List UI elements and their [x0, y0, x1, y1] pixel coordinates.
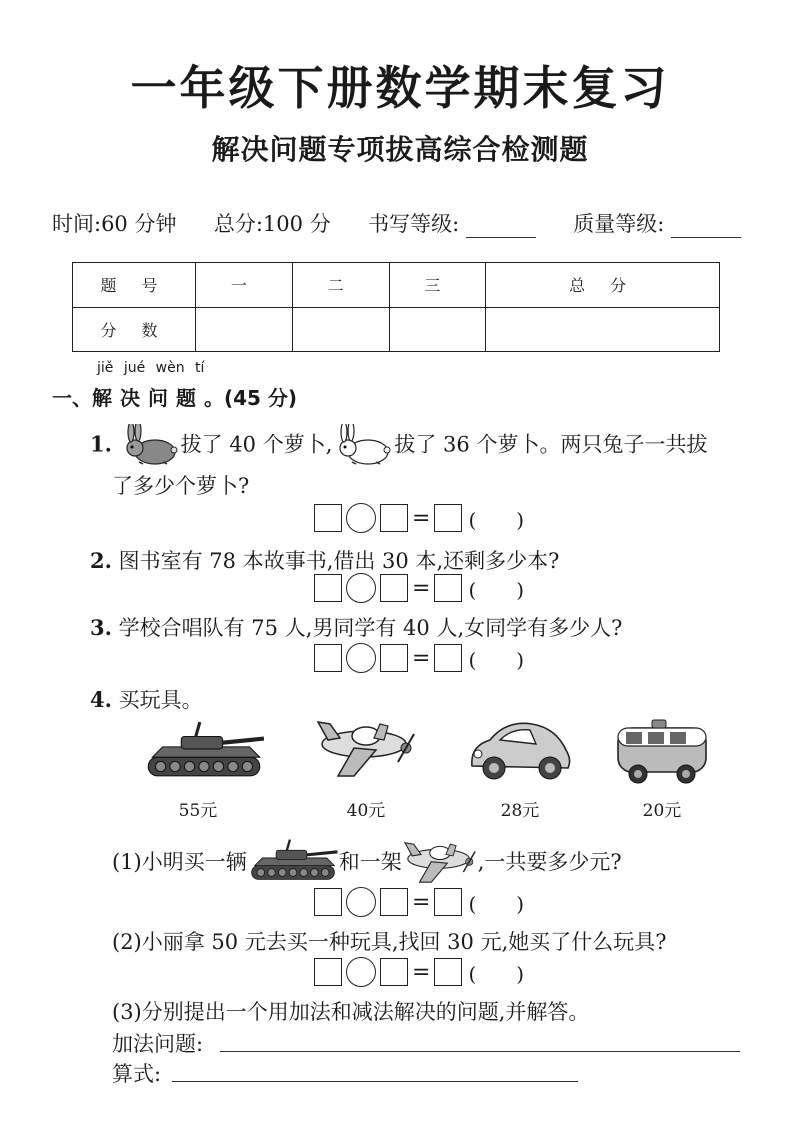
operator-circle[interactable]: [346, 503, 376, 533]
score-header-cell: 总 分: [486, 263, 720, 308]
section-title: 解决问题: [92, 386, 204, 410]
exam-info: [52, 208, 741, 238]
sub-question-3: (3)分别提出一个用加法和减法解决的问题,并解答。: [112, 1000, 590, 1024]
airplane-icon: [314, 712, 418, 782]
score-row-label: 分 数: [73, 307, 196, 352]
answer-box[interactable]: [314, 958, 342, 986]
equals-sign: =: [412, 959, 431, 985]
unit-blank[interactable]: ( ): [468, 577, 525, 602]
equals-sign: =: [412, 889, 431, 915]
equation-row: [314, 572, 524, 604]
formula-label: 算式:: [112, 1062, 162, 1086]
answer-box[interactable]: [434, 958, 462, 986]
operator-circle[interactable]: [346, 957, 376, 987]
score-header-cell: 二: [292, 263, 389, 308]
answer-box[interactable]: [314, 644, 342, 672]
bus-icon: [612, 714, 712, 786]
equation-row: [314, 642, 524, 674]
sub-question-1-text-c: ,一共要多少元?: [477, 850, 622, 874]
equals-sign: =: [412, 645, 431, 671]
equals-sign: =: [412, 575, 431, 601]
score-header-cell: 一: [196, 263, 293, 308]
equation-row: [314, 502, 524, 534]
score-cell[interactable]: [389, 307, 486, 352]
question-1-line-2: 了多少个萝卜?: [112, 474, 250, 498]
toy-price: 20元: [642, 801, 682, 821]
question-1: [90, 424, 707, 468]
time-label: 时间:60 分钟: [52, 212, 177, 236]
page-title: 一年级下册数学期末复习: [130, 61, 670, 115]
quality-grade-blank[interactable]: [671, 213, 741, 238]
answer-box[interactable]: [434, 504, 462, 532]
answer-box[interactable]: [380, 574, 408, 602]
question-2-text: 图书室有 78 本故事书,借出 30 本,还剩多少本?: [118, 549, 560, 573]
answer-box[interactable]: [380, 644, 408, 672]
answer-box[interactable]: [434, 888, 462, 916]
equals-sign: =: [412, 505, 431, 531]
page-subtitle: 解决问题专项拔高综合检测题: [211, 133, 589, 166]
score-header-cell: 三: [389, 263, 486, 308]
sub-question-1-text-b: 和一架: [338, 850, 402, 874]
writing-grade-blank[interactable]: [466, 213, 536, 238]
answer-box[interactable]: [380, 504, 408, 532]
question-2: [90, 545, 559, 575]
score-cell[interactable]: [292, 307, 389, 352]
answer-box[interactable]: [434, 574, 462, 602]
section-heading: [52, 382, 297, 411]
answer-box[interactable]: [380, 958, 408, 986]
sub-question-1-text-a: (1)小明买一辆: [112, 850, 247, 874]
answer-box[interactable]: [314, 888, 342, 916]
airplane-icon: [402, 836, 478, 886]
score-table-score-row: [73, 307, 720, 352]
toy-price: 40元: [346, 801, 386, 821]
writing-grade-label: 书写等级:: [368, 212, 460, 236]
tank-icon: [142, 718, 266, 784]
equation-row: [314, 886, 524, 918]
question-1-text-a: 拔了 40 个萝卜,: [180, 432, 333, 457]
sub-question-2: (2)小丽拿 50 元去买一种玩具,找回 30 元,她买了什么玩具?: [112, 930, 667, 954]
rabbit-icon: [119, 424, 181, 468]
operator-circle[interactable]: [346, 643, 376, 673]
unit-blank[interactable]: ( ): [468, 961, 525, 986]
score-cell[interactable]: [196, 307, 293, 352]
question-3: [90, 612, 622, 642]
operator-circle[interactable]: [346, 887, 376, 917]
question-number: 2.: [90, 548, 112, 573]
toy-price: 28元: [500, 801, 540, 821]
question-4: [90, 684, 203, 714]
section-prefix: 一、: [52, 386, 92, 410]
section-pinyin: jiě jué wèn tí: [97, 360, 205, 376]
unit-blank[interactable]: ( ): [468, 891, 525, 916]
toy-price: 55元: [178, 801, 218, 821]
section-suffix: 。(45 分): [204, 386, 298, 410]
total-label: 总分:100 分: [213, 212, 331, 236]
question-3-text: 学校合唱队有 75 人,男同学有 40 人,女同学有多少人?: [118, 616, 623, 640]
score-cell[interactable]: [486, 307, 720, 352]
unit-blank[interactable]: ( ): [468, 647, 525, 672]
unit-blank[interactable]: ( ): [468, 507, 525, 532]
score-table-header-row: [73, 263, 720, 308]
answer-box[interactable]: [434, 644, 462, 672]
equation-row: [314, 956, 524, 988]
question-4-text: 买玩具。: [118, 688, 203, 712]
question-number: 3.: [90, 615, 112, 640]
answer-box[interactable]: [314, 504, 342, 532]
formula-answer-line[interactable]: [172, 1080, 578, 1082]
question-number: 4.: [90, 687, 112, 712]
addition-question-label: 加法问题:: [112, 1032, 204, 1056]
addition-question-answer-line[interactable]: [220, 1050, 740, 1052]
score-header-cell: 题 号: [73, 263, 196, 308]
rabbit-icon: [332, 424, 394, 468]
answer-box[interactable]: [380, 888, 408, 916]
tank-icon: [247, 837, 339, 885]
question-1-text-b: 拔了 36 个萝卜。两只兔子一共拔: [394, 432, 708, 457]
score-table: [72, 262, 720, 352]
answer-box[interactable]: [314, 574, 342, 602]
question-number: 1.: [90, 431, 112, 457]
operator-circle[interactable]: [346, 573, 376, 603]
sub-question-1: [112, 836, 622, 886]
quality-grade-label: 质量等级:: [573, 212, 665, 236]
car-icon: [466, 716, 574, 784]
